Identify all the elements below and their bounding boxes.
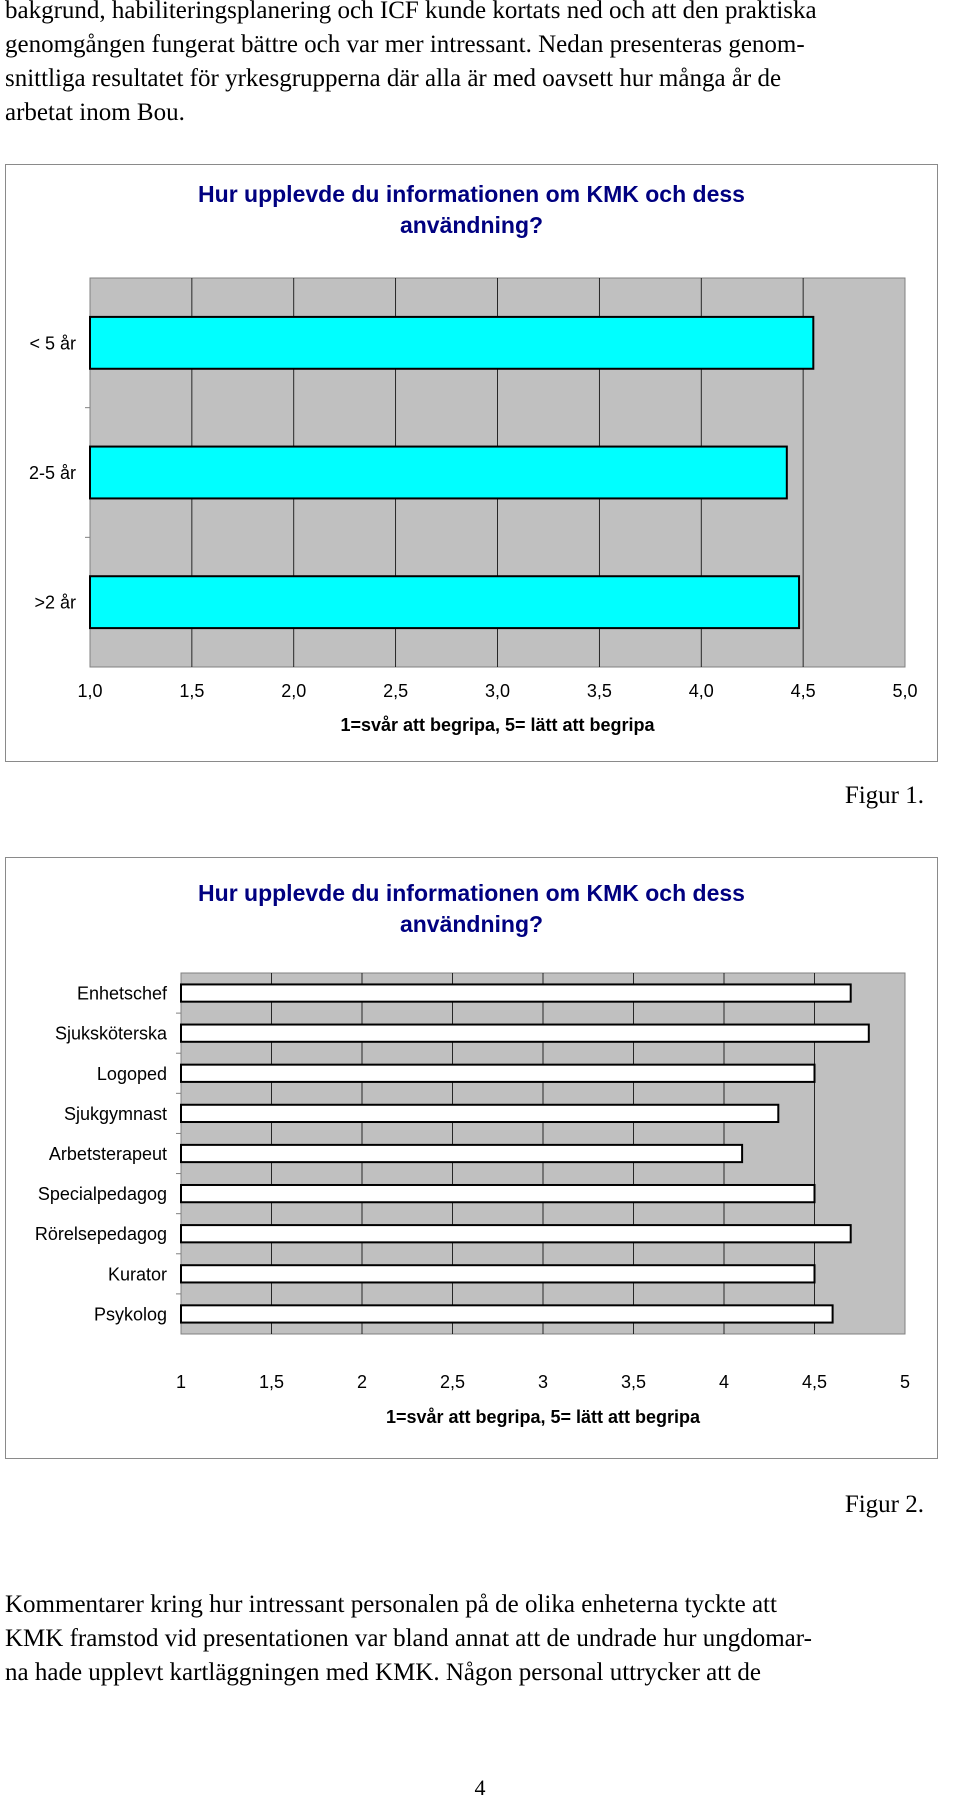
- bar: [181, 1185, 815, 1202]
- intro-line: snittliga resultatet för yrkesgrupperna där alla är med oavsett hur många år de: [5, 65, 782, 92]
- body-paragraph: [5, 1588, 950, 1690]
- bar: [181, 1265, 815, 1282]
- bar: [181, 984, 851, 1001]
- category-label: Kurator: [107, 1264, 167, 1285]
- x-tick-label: 1: [175, 1372, 187, 1392]
- intro-paragraph: [5, 0, 950, 130]
- x-tick-label: 5: [899, 1372, 911, 1392]
- chart-title-line: Hur upplevde du informationen om KMK och dess: [198, 880, 745, 906]
- x-tick-label: 2: [356, 1372, 368, 1392]
- x-tick-label: 3,0: [484, 681, 511, 701]
- body-line: Kommentarer kring hur intressant personalen på de olika enheterna tyckte att: [5, 1591, 777, 1618]
- category-label: Sjuksköterska: [54, 1023, 167, 1044]
- bar-chart-svg: [6, 858, 937, 1458]
- bar-chart-svg: [6, 165, 937, 761]
- x-tick-label: 2,5: [439, 1372, 466, 1392]
- x-tick-label: 4,5: [801, 1372, 828, 1392]
- x-tick-label: 1,0: [77, 681, 103, 701]
- bar: [181, 1065, 815, 1082]
- x-tick-label: 4,0: [688, 681, 714, 701]
- category-label: Sjukgymnast: [63, 1103, 167, 1124]
- figure-2-chart: [5, 857, 938, 1459]
- bar: [181, 1145, 742, 1162]
- intro-line: arbetat inom Bou.: [5, 99, 185, 126]
- bar: [90, 317, 813, 369]
- category-label: >2 år: [34, 592, 76, 613]
- category-label: Psykolog: [93, 1304, 167, 1325]
- category-label: 2-5 år: [28, 462, 76, 483]
- x-tick-label: 3: [537, 1372, 549, 1392]
- chart-title-line: användning?: [399, 212, 544, 238]
- x-tick-label: 3,5: [620, 1372, 647, 1392]
- bar: [181, 1105, 778, 1122]
- page-number: 4: [474, 1775, 486, 1800]
- figure-1-chart: [5, 164, 938, 762]
- x-tick-label: 2,0: [281, 681, 307, 701]
- bar: [181, 1225, 851, 1242]
- bar: [90, 576, 799, 628]
- bar: [181, 1025, 869, 1042]
- category-label: Logoped: [96, 1063, 167, 1084]
- x-tick-label: 1,5: [258, 1372, 285, 1392]
- x-axis-title: 1=svår att begripa, 5= lätt att begripa: [340, 715, 655, 735]
- x-tick-label: 3,5: [586, 681, 612, 701]
- figure-2-caption: Figur 2.: [844, 1491, 924, 1518]
- x-tick-label: 4,5: [790, 681, 816, 701]
- chart-title-line: användning?: [399, 911, 544, 937]
- category-label: Specialpedagog: [37, 1184, 167, 1205]
- x-axis-title: 1=svår att begripa, 5= lätt att begripa: [385, 1407, 701, 1427]
- body-line: na hade upplevt kartläggningen med KMK. Någon personal uttrycker att de: [5, 1659, 762, 1686]
- category-label: Enhetschef: [76, 983, 167, 1004]
- category-label: < 5 år: [29, 333, 76, 354]
- category-label: Rörelsepedagog: [34, 1224, 167, 1245]
- figure-1-caption: Figur 1.: [844, 782, 924, 809]
- intro-line: bakgrund, habiliteringsplanering och ICF kunde kortats ned och att den praktiska: [5, 0, 817, 24]
- category-label: Arbetsterapeut: [48, 1143, 167, 1164]
- x-tick-label: 4: [718, 1372, 730, 1392]
- x-tick-label: 5,0: [892, 681, 918, 701]
- bar: [90, 447, 787, 499]
- chart-title-line: Hur upplevde du informationen om KMK och dess: [198, 181, 745, 207]
- intro-line: genomgången fungerat bättre och var mer intressant. Nedan presenteras genom-: [5, 31, 805, 58]
- x-tick-label: 1,5: [179, 681, 205, 701]
- body-line: KMK framstod vid presentationen var bland annat att de undrade hur ungdomar-: [5, 1625, 812, 1652]
- bar: [181, 1305, 833, 1322]
- x-tick-label: 2,5: [383, 681, 409, 701]
